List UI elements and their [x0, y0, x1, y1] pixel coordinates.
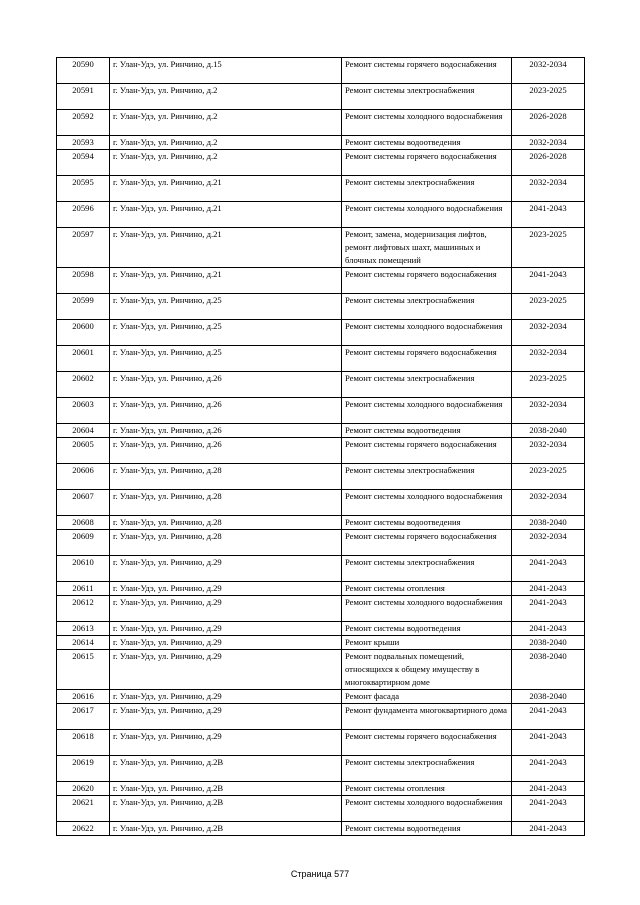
row-number: 20600: [57, 320, 110, 346]
row-period: 2023-2025: [512, 228, 585, 268]
row-number: 20621: [57, 796, 110, 822]
row-period: 2032-2034: [512, 320, 585, 346]
row-number: 20598: [57, 268, 110, 294]
row-work-type: Ремонт системы холодного водоснабжения: [342, 202, 512, 228]
row-number: 20593: [57, 136, 110, 150]
row-address: г. Улан-Удэ, ул. Ринчино, д.2: [110, 136, 342, 150]
row-address: г. Улан-Удэ, ул. Ринчино, д.2: [110, 84, 342, 110]
row-work-type: Ремонт системы холодного водоснабжения: [342, 320, 512, 346]
row-number: 20605: [57, 438, 110, 464]
table-row: [57, 58, 585, 84]
row-period: 2041-2043: [512, 556, 585, 582]
row-number: 20619: [57, 756, 110, 782]
row-work-type: Ремонт фасада: [342, 690, 512, 704]
row-work-type: Ремонт системы водоотведения: [342, 136, 512, 150]
row-address: г. Улан-Удэ, ул. Ринчино, д.25: [110, 346, 342, 372]
table-row: [57, 268, 585, 294]
table-row: [57, 822, 585, 836]
row-work-type: Ремонт системы холодного водоснабжения: [342, 796, 512, 822]
row-work-type: Ремонт системы отопления: [342, 782, 512, 796]
row-period: 2041-2043: [512, 202, 585, 228]
table-row: [57, 490, 585, 516]
row-number: 20594: [57, 150, 110, 176]
row-number: 20620: [57, 782, 110, 796]
row-address: г. Улан-Удэ, ул. Ринчино, д.2В: [110, 822, 342, 836]
row-number: 20613: [57, 622, 110, 636]
row-number: 20610: [57, 556, 110, 582]
row-address: г. Улан-Удэ, ул. Ринчино, д.28: [110, 464, 342, 490]
row-work-type: Ремонт системы горячего водоснабжения: [342, 438, 512, 464]
row-work-type: Ремонт системы холодного водоснабжения: [342, 398, 512, 424]
table-row: [57, 346, 585, 372]
table-row: [57, 372, 585, 398]
row-address: г. Улан-Удэ, ул. Ринчино, д.28: [110, 490, 342, 516]
row-period: 2032-2034: [512, 530, 585, 556]
row-address: г. Улан-Удэ, ул. Ринчино, д.15: [110, 58, 342, 84]
row-number: 20591: [57, 84, 110, 110]
row-number: 20601: [57, 346, 110, 372]
row-address: г. Улан-Удэ, ул. Ринчино, д.25: [110, 320, 342, 346]
table-row: [57, 84, 585, 110]
row-period: 2032-2034: [512, 346, 585, 372]
row-number: 20604: [57, 424, 110, 438]
row-number: 20618: [57, 730, 110, 756]
row-work-type: Ремонт фундамента многоквартирного дома: [342, 704, 512, 730]
row-number: 20622: [57, 822, 110, 836]
row-period: 2026-2028: [512, 110, 585, 136]
row-period: 2038-2040: [512, 690, 585, 704]
table-row: [57, 582, 585, 596]
row-number: 20616: [57, 690, 110, 704]
row-address: г. Улан-Удэ, ул. Ринчино, д.28: [110, 516, 342, 530]
row-address: г. Улан-Удэ, ул. Ринчино, д.28: [110, 530, 342, 556]
table-row: [57, 796, 585, 822]
row-work-type: Ремонт подвальных помещений, относящихся к общему имуществу в многоквартирном доме: [342, 650, 512, 690]
row-period: 2032-2034: [512, 176, 585, 202]
table-row: [57, 530, 585, 556]
row-period: 2038-2040: [512, 636, 585, 650]
row-work-type: Ремонт системы электроснабжения: [342, 556, 512, 582]
row-number: 20611: [57, 582, 110, 596]
table-row: [57, 228, 585, 268]
row-work-type: Ремонт системы горячего водоснабжения: [342, 530, 512, 556]
row-work-type: Ремонт системы водоотведения: [342, 822, 512, 836]
row-period: 2023-2025: [512, 464, 585, 490]
row-period: 2038-2040: [512, 424, 585, 438]
row-work-type: Ремонт системы электроснабжения: [342, 372, 512, 398]
table-row: [57, 320, 585, 346]
row-period: 2041-2043: [512, 782, 585, 796]
table-row: [57, 464, 585, 490]
row-period: 2038-2040: [512, 650, 585, 690]
row-period: 2023-2025: [512, 372, 585, 398]
row-period: 2041-2043: [512, 622, 585, 636]
row-number: 20599: [57, 294, 110, 320]
row-work-type: Ремонт системы электроснабжения: [342, 84, 512, 110]
table-row: [57, 704, 585, 730]
table-row: [57, 756, 585, 782]
row-address: г. Улан-Удэ, ул. Ринчино, д.21: [110, 202, 342, 228]
row-address: г. Улан-Удэ, ул. Ринчино, д.21: [110, 228, 342, 268]
row-number: 20596: [57, 202, 110, 228]
table-row: [57, 556, 585, 582]
row-address: г. Улан-Удэ, ул. Ринчино, д.26: [110, 398, 342, 424]
row-number: 20592: [57, 110, 110, 136]
row-period: 2032-2034: [512, 490, 585, 516]
row-period: 2041-2043: [512, 582, 585, 596]
row-address: г. Улан-Удэ, ул. Ринчино, д.29: [110, 556, 342, 582]
table-row: [57, 438, 585, 464]
repair-schedule-table: [56, 57, 585, 836]
row-period: 2032-2034: [512, 58, 585, 84]
row-address: г. Улан-Удэ, ул. Ринчино, д.2В: [110, 756, 342, 782]
table-row: [57, 636, 585, 650]
row-work-type: Ремонт системы горячего водоснабжения: [342, 58, 512, 84]
row-period: 2041-2043: [512, 730, 585, 756]
row-period: 2023-2025: [512, 84, 585, 110]
row-address: г. Улан-Удэ, ул. Ринчино, д.2: [110, 150, 342, 176]
row-address: г. Улан-Удэ, ул. Ринчино, д.2В: [110, 796, 342, 822]
table-row: [57, 202, 585, 228]
row-period: 2041-2043: [512, 704, 585, 730]
row-number: 20595: [57, 176, 110, 202]
table-row: [57, 622, 585, 636]
row-number: 20615: [57, 650, 110, 690]
row-period: 2032-2034: [512, 398, 585, 424]
row-work-type: Ремонт системы водоотведения: [342, 424, 512, 438]
table-row: [57, 782, 585, 796]
row-number: 20602: [57, 372, 110, 398]
table-row: [57, 176, 585, 202]
row-address: г. Улан-Удэ, ул. Ринчино, д.21: [110, 268, 342, 294]
row-work-type: Ремонт системы водоотведения: [342, 516, 512, 530]
row-address: г. Улан-Удэ, ул. Ринчино, д.26: [110, 424, 342, 438]
row-address: г. Улан-Удэ, ул. Ринчино, д.26: [110, 372, 342, 398]
table-row: [57, 690, 585, 704]
table-row: [57, 110, 585, 136]
row-address: г. Улан-Удэ, ул. Ринчино, д.29: [110, 596, 342, 622]
row-work-type: Ремонт системы горячего водоснабжения: [342, 150, 512, 176]
row-period: 2026-2028: [512, 150, 585, 176]
row-period: 2032-2034: [512, 136, 585, 150]
row-number: 20597: [57, 228, 110, 268]
row-period: 2023-2025: [512, 294, 585, 320]
row-address: г. Улан-Удэ, ул. Ринчино, д.29: [110, 730, 342, 756]
row-number: 20614: [57, 636, 110, 650]
row-address: г. Улан-Удэ, ул. Ринчино, д.29: [110, 704, 342, 730]
row-period: 2041-2043: [512, 796, 585, 822]
table-body: [57, 58, 585, 836]
row-work-type: Ремонт системы горячего водоснабжения: [342, 730, 512, 756]
row-number: 20590: [57, 58, 110, 84]
row-period: 2041-2043: [512, 756, 585, 782]
row-period: 2032-2034: [512, 438, 585, 464]
table-row: [57, 398, 585, 424]
row-address: г. Улан-Удэ, ул. Ринчино, д.29: [110, 582, 342, 596]
row-address: г. Улан-Удэ, ул. Ринчино, д.21: [110, 176, 342, 202]
row-number: 20606: [57, 464, 110, 490]
row-period: 2041-2043: [512, 596, 585, 622]
table-row: [57, 596, 585, 622]
row-work-type: Ремонт системы холодного водоснабжения: [342, 110, 512, 136]
table-row: [57, 294, 585, 320]
table-row: [57, 730, 585, 756]
row-address: г. Улан-Удэ, ул. Ринчино, д.2: [110, 110, 342, 136]
row-work-type: Ремонт системы горячего водоснабжения: [342, 346, 512, 372]
row-number: 20617: [57, 704, 110, 730]
table-row: [57, 424, 585, 438]
row-period: 2038-2040: [512, 516, 585, 530]
row-address: г. Улан-Удэ, ул. Ринчино, д.29: [110, 636, 342, 650]
row-address: г. Улан-Удэ, ул. Ринчино, д.29: [110, 650, 342, 690]
row-work-type: Ремонт системы холодного водоснабжения: [342, 596, 512, 622]
row-work-type: Ремонт системы холодного водоснабжения: [342, 490, 512, 516]
table-row: [57, 516, 585, 530]
row-period: 2041-2043: [512, 822, 585, 836]
row-address: г. Улан-Удэ, ул. Ринчино, д.2В: [110, 782, 342, 796]
row-address: г. Улан-Удэ, ул. Ринчино, д.26: [110, 438, 342, 464]
row-number: 20608: [57, 516, 110, 530]
row-work-type: Ремонт, замена, модернизация лифтов, ремонт лифтовых шахт, машинных и блочных помещений: [342, 228, 512, 268]
row-work-type: Ремонт системы электроснабжения: [342, 294, 512, 320]
row-work-type: Ремонт системы электроснабжения: [342, 756, 512, 782]
table-row: [57, 150, 585, 176]
table-row: [57, 650, 585, 690]
row-work-type: Ремонт системы электроснабжения: [342, 176, 512, 202]
row-work-type: Ремонт системы электроснабжения: [342, 464, 512, 490]
table-row: [57, 136, 585, 150]
row-number: 20603: [57, 398, 110, 424]
row-work-type: Ремонт системы горячего водоснабжения: [342, 268, 512, 294]
row-number: 20612: [57, 596, 110, 622]
row-number: 20607: [57, 490, 110, 516]
row-address: г. Улан-Удэ, ул. Ринчино, д.29: [110, 622, 342, 636]
page-number: Страница 577: [290, 869, 350, 879]
row-address: г. Улан-Удэ, ул. Ринчино, д.29: [110, 690, 342, 704]
row-number: 20609: [57, 530, 110, 556]
row-work-type: Ремонт системы отопления: [342, 582, 512, 596]
row-work-type: Ремонт системы водоотведения: [342, 622, 512, 636]
row-period: 2041-2043: [512, 268, 585, 294]
row-work-type: Ремонт крыши: [342, 636, 512, 650]
row-address: г. Улан-Удэ, ул. Ринчино, д.25: [110, 294, 342, 320]
